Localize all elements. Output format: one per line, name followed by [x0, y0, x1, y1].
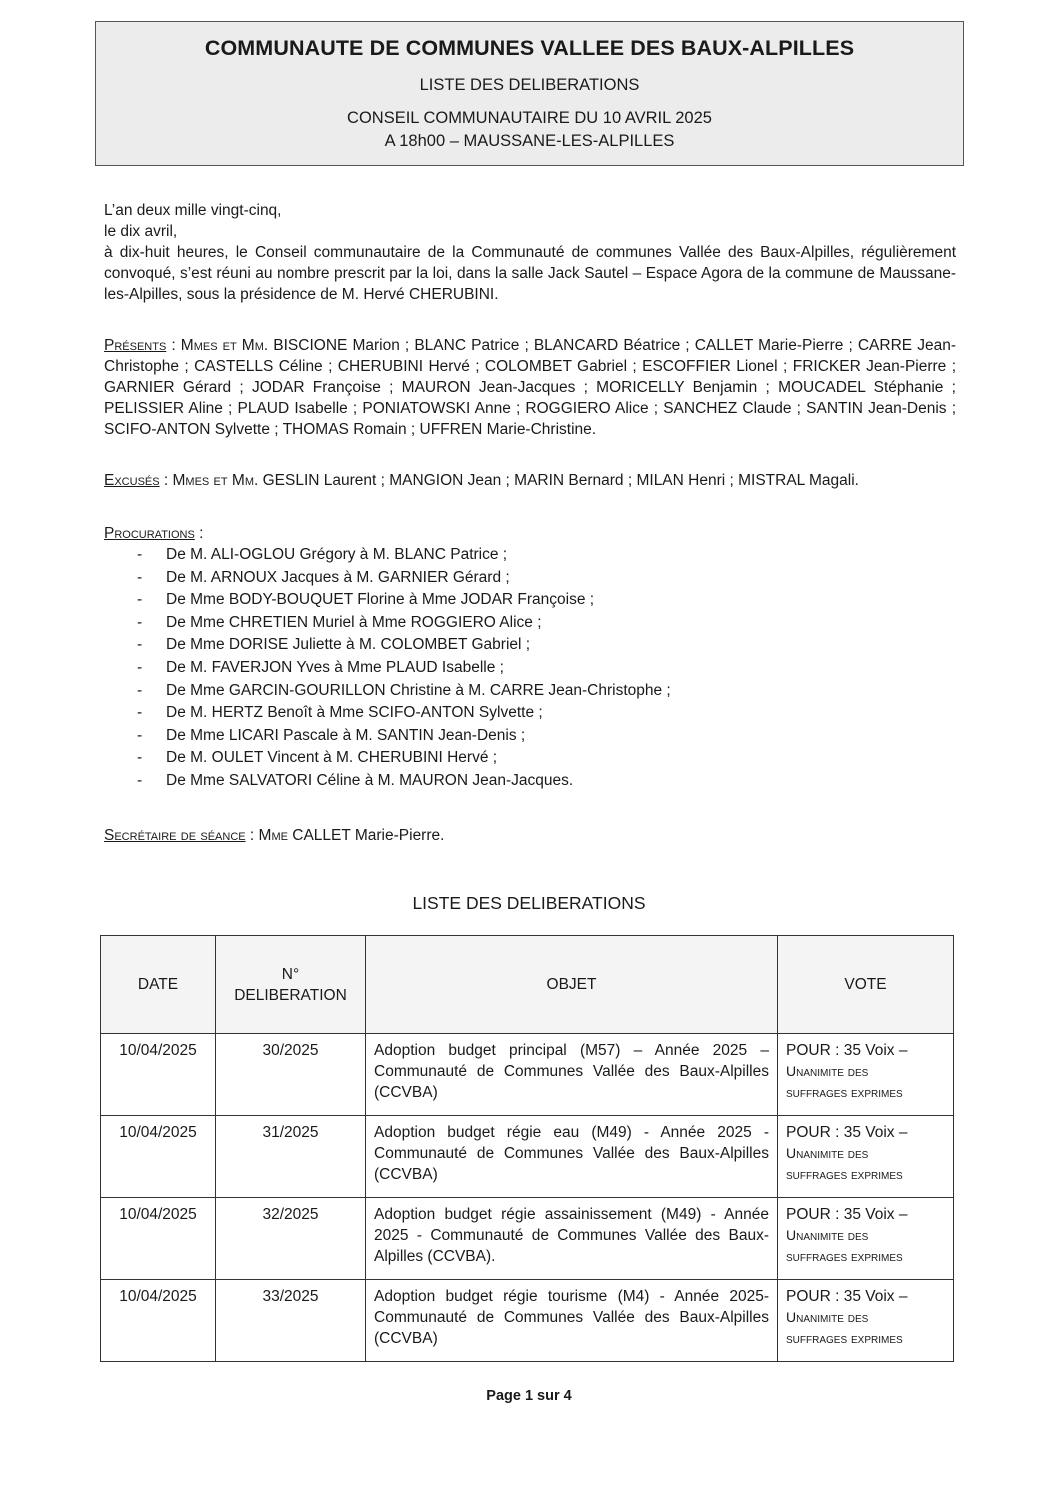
cell-num: 30/2025: [216, 1034, 366, 1116]
intro-line-year: L’an deux mille vingt-cinq,: [104, 202, 282, 219]
presents-label: Présents: [104, 337, 167, 354]
excuses-prefix: Mmes et Mm.: [172, 472, 259, 489]
vote-count: POUR : 35 Voix –: [786, 1042, 908, 1059]
list-item: [104, 612, 956, 635]
procuration-text: De M. OULET Vincent à M. CHERUBINI Hervé ;: [166, 749, 498, 767]
vote-unanimity: Unanimite des: [786, 1145, 869, 1161]
page-number: Page 1 sur 4: [486, 1388, 572, 1404]
procuration-text: De M. HERTZ Benoît à Mme SCIFO-ANTON Sylvette ;: [166, 704, 543, 722]
procuration-text: De M. ARNOUX Jacques à M. GARNIER Gérard ;: [166, 568, 510, 586]
procurations-section: [104, 523, 956, 793]
procuration-text: De Mme BODY-BOUQUET Florine à Mme JODAR Françoise ;: [166, 591, 595, 609]
cell-num: 32/2025: [216, 1198, 366, 1280]
council-date: CONSEIL COMMUNAUTAIRE DU 10 AVRIL 2025: [347, 109, 712, 127]
dash-bullet: -: [137, 591, 143, 609]
presents-list: BISCIONE Marion ; BLANC Patrice ; BLANCARD Béatrice ; CALLET Marie-Pierre ; CARRE Jean-Christophe ; CASTELLS Céline ; CHERUBINI Hervé ; COLOMBET Gabriel ; ESCOFFIER Lionel ; FRICKER Jean-Pierre ; GARNIER Gérard ; JODAR Françoise ; MAURON Jean-Jacques ; MORICELLY Benjamin ; MOUCADEL Stéphanie ; PELISSIER Aline ; PLAUD Isabelle ; PONIATOWSKI Anne ; ROGGIERO Alice ; SANCHEZ Claude ; SANTIN Jean-Denis ; SCIFO-ANTON Sylvette ; THOMAS Romain ; UFFREN Marie-Christine.: [104, 337, 956, 438]
excuses-separator: :: [159, 472, 173, 489]
cell-objet: Adoption budget régie eau (M49) - Année 2025 - Communauté de Communes Vallée des Baux-Alpilles (CCVBA): [366, 1116, 778, 1198]
dash-bullet: -: [137, 568, 143, 586]
cell-date: 10/04/2025: [101, 1198, 216, 1280]
vote-count: POUR : 35 Voix –: [786, 1206, 908, 1223]
intro-line-day: le dix avril,: [104, 223, 178, 240]
list-item: [104, 657, 956, 680]
dash-bullet: -: [137, 681, 143, 699]
vote-suffrages: suffrages exprimes: [786, 1330, 903, 1346]
procuration-text: De Mme CHRETIEN Muriel à Mme ROGGIERO Alice ;: [166, 613, 542, 631]
cell-num: 31/2025: [216, 1116, 366, 1198]
vote-unanimity: Unanimite des: [786, 1063, 869, 1079]
procuration-text: De Mme GARCIN-GOURILLON Christine à M. CARRE Jean-Christophe ;: [166, 681, 671, 699]
procurations-label: Procurations: [104, 525, 195, 542]
table-row: [101, 1280, 954, 1362]
council-time-place: A 18h00 – MAUSSANE-LES-ALPILLES: [384, 132, 675, 150]
list-item: [104, 680, 956, 703]
header-vote: VOTE: [778, 936, 954, 1034]
dash-bullet: -: [137, 749, 143, 767]
list-item: [104, 589, 956, 612]
procuration-text: De M. FAVERJON Yves à Mme PLAUD Isabelle ;: [166, 658, 504, 676]
procuration-text: De Mme DORISE Juliette à M. COLOMBET Gabriel ;: [166, 636, 531, 654]
dash-bullet: -: [137, 704, 143, 722]
excuses-section: [104, 470, 956, 491]
table-row: [101, 1034, 954, 1116]
dash-bullet: -: [137, 636, 143, 654]
list-item: [104, 544, 956, 567]
secretaire-label: Secrétaire de séance: [104, 827, 246, 844]
header-num-line1: N°: [281, 965, 300, 983]
deliberations-table: [100, 935, 954, 1362]
table-row: [101, 1116, 954, 1198]
cell-date: 10/04/2025: [101, 1280, 216, 1362]
cell-vote: [778, 1034, 954, 1116]
vote-suffrages: suffrages exprimes: [786, 1166, 903, 1182]
presents-prefix: Mmes et Mm.: [180, 337, 269, 354]
list-item: [104, 567, 956, 590]
list-item: [104, 634, 956, 657]
secretaire-section: [104, 825, 956, 846]
dash-bullet: -: [137, 613, 143, 631]
deliberations-list-title: LISTE DES DELIBERATIONS: [412, 893, 646, 913]
vote-count: POUR : 35 Voix –: [786, 1124, 908, 1141]
table-header-row: [101, 936, 954, 1034]
presents-separator: :: [166, 337, 181, 354]
procurations-heading: [104, 523, 956, 544]
document-subtitle: LISTE DES DELIBERATIONS: [419, 76, 640, 94]
header-objet: OBJET: [366, 936, 778, 1034]
excuses-label: Excusés: [104, 472, 160, 489]
header-num-line2: DELIBERATION: [234, 986, 347, 1004]
dash-bullet: -: [137, 771, 143, 789]
intro-line-body: à dix-huit heures, le Conseil communautaire de la Communauté de communes Vallée des Baux-Alpilles, régulièrement convoqué, s’est réuni au nombre prescrit par la loi, dans la salle Jack Sautel – Espace Agora de la commune de Maussane-les-Alpilles, sous la présidence de M. Hervé CHERUBINI.: [104, 244, 956, 303]
cell-objet: Adoption budget principal (M57) – Année 2025 – Communauté de Communes Vallée des Baux-Alpilles (CCVBA): [366, 1034, 778, 1116]
secretaire-name: CALLET Marie-Pierre.: [287, 827, 445, 844]
cell-vote: [778, 1198, 954, 1280]
cell-objet: Adoption budget régie tourisme (M4) - Année 2025- Communauté de Communes Vallée des Baux-Alpilles (CCVBA): [366, 1280, 778, 1362]
vote-suffrages: suffrages exprimes: [786, 1084, 903, 1100]
header-date: DATE: [101, 936, 216, 1034]
cell-date: 10/04/2025: [101, 1034, 216, 1116]
cell-date: 10/04/2025: [101, 1116, 216, 1198]
secretaire-prefix: Mme: [258, 827, 288, 844]
vote-unanimity: Unanimite des: [786, 1309, 869, 1325]
table-row: [101, 1198, 954, 1280]
cell-num: 33/2025: [216, 1280, 366, 1362]
document-header: [95, 21, 964, 166]
list-item: [104, 770, 956, 793]
document-title: COMMUNAUTE DE COMMUNES VALLEE DES BAUX-ALPILLES: [204, 36, 855, 60]
cell-vote: [778, 1280, 954, 1362]
cell-objet: Adoption budget régie assainissement (M49) - Année 2025 - Communauté de Communes Vallée des Baux-Alpilles (CCVBA).: [366, 1198, 778, 1280]
dash-bullet: -: [137, 726, 143, 744]
procurations-separator: :: [194, 525, 204, 542]
intro-paragraph: [104, 200, 956, 305]
procurations-list: [104, 544, 956, 793]
vote-unanimity: Unanimite des: [786, 1227, 869, 1243]
procuration-text: De M. ALI-OGLOU Grégory à M. BLANC Patrice ;: [166, 546, 508, 563]
vote-count: POUR : 35 Voix –: [786, 1288, 908, 1305]
vote-suffrages: suffrages exprimes: [786, 1248, 903, 1264]
procuration-text: De Mme SALVATORI Céline à M. MAURON Jean-Jacques.: [166, 771, 574, 789]
dash-bullet: -: [137, 658, 143, 676]
list-item: [104, 747, 956, 770]
header-num: [216, 936, 366, 1034]
dash-bullet: -: [137, 546, 143, 563]
excuses-list: GESLIN Laurent ; MANGION Jean ; MARIN Bernard ; MILAN Henri ; MISTRAL Magali.: [258, 472, 859, 489]
procuration-text: De Mme LICARI Pascale à M. SANTIN Jean-Denis ;: [166, 726, 526, 744]
secretaire-separator: :: [245, 827, 259, 844]
list-item: [104, 725, 956, 748]
list-item: [104, 702, 956, 725]
cell-vote: [778, 1116, 954, 1198]
presents-section: [104, 335, 956, 440]
